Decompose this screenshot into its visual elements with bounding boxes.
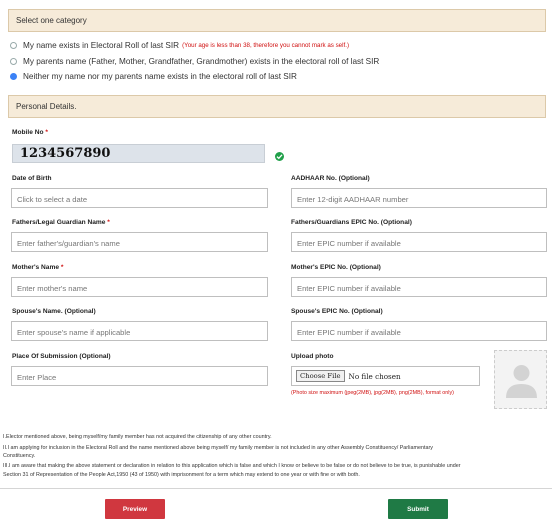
dob-input[interactable]: Click to select a date: [11, 188, 268, 208]
mother-label: Mother's Name *: [12, 264, 64, 271]
radio-button[interactable]: [10, 42, 17, 49]
photo-file-input[interactable]: [291, 366, 480, 386]
declaration-line-4: III.I am aware that making the above statement or declaration in relation to this application which is false and which I know or believe to be false or do not believe to be true, is punishable under: [3, 463, 461, 469]
submit-button[interactable]: Submit: [388, 499, 448, 519]
radio-option-neither[interactable]: [10, 72, 297, 81]
father-epic-input[interactable]: Enter EPIC number if available: [291, 232, 547, 252]
radio-button-selected[interactable]: [10, 73, 17, 80]
verified-check-icon: [275, 152, 284, 161]
photo-size-note: (Photo size maximum (jpeg(2MB), jpg(2MB), png(2MB), format only): [291, 390, 454, 396]
declaration-line-3: Constituency.: [3, 453, 36, 459]
father-label: Fathers/Legal Guardian Name *: [12, 219, 110, 226]
mother-input[interactable]: Enter mother's name: [11, 277, 268, 297]
mobile-label: Mobile No *: [12, 129, 48, 136]
photo-label: Upload photo: [291, 353, 334, 360]
radio-button[interactable]: [10, 58, 17, 65]
mother-epic-input[interactable]: Enter EPIC number if available: [291, 277, 547, 297]
radio-option-self[interactable]: [10, 41, 349, 50]
declaration-line-1: I.Elector mentioned above, being myself/my family member has not acquired the citizenship of any other country.: [3, 434, 272, 440]
preview-button[interactable]: Preview: [105, 499, 165, 519]
aadhaar-label: AADHAAR No. (Optional): [291, 175, 370, 182]
place-label: Place Of Submission (Optional): [12, 353, 111, 360]
father-input[interactable]: Enter father's/guardian's name: [11, 232, 268, 252]
radio-label: Neither my name nor my parents name exists in the electoral roll of last SIR: [23, 72, 297, 81]
category-header: Select one category: [8, 9, 546, 32]
mother-epic-label: Mother's EPIC No. (Optional): [291, 264, 381, 271]
aadhaar-input[interactable]: Enter 12-digit AADHAAR number: [291, 188, 547, 208]
radio-label: My name exists in Electoral Roll of last SIR: [23, 41, 180, 50]
age-warning-note: (Your age is less than 38, therefore you cannot mark as self.): [182, 42, 350, 49]
spouse-epic-label: Spouse's EPIC No. (Optional): [291, 308, 383, 315]
radio-label: My parents name (Father, Mother, Grandfather, Grandmother) exists in the electoral roll of last SIR: [23, 57, 380, 66]
choose-file-button[interactable]: Choose File: [296, 370, 345, 382]
spouse-epic-input[interactable]: Enter EPIC number if available: [291, 321, 547, 341]
photo-placeholder-icon: [494, 350, 547, 409]
place-input[interactable]: Enter Place: [11, 366, 268, 386]
file-status: No file chosen: [348, 371, 401, 381]
dob-label: Date of Birth: [12, 175, 52, 182]
divider: [0, 488, 552, 489]
spouse-input[interactable]: Enter spouse's name if applicable: [11, 321, 268, 341]
declaration-line-2: II.I am applying for inclusion in the Electoral Roll and the name mentioned above being myself/ my family member is not included in any other Assembly Constituency/ Parliamentary: [3, 445, 433, 451]
spouse-label: Spouse's Name. (Optional): [12, 308, 96, 315]
father-epic-label: Fathers/Guardians EPIC No. (Optional): [291, 219, 412, 226]
radio-option-parents[interactable]: [10, 57, 379, 66]
personal-details-header: Personal Details.: [8, 95, 546, 118]
mobile-field: 1234567890: [12, 144, 265, 163]
declaration-line-5: Section 31 of Representation of the People Act,1950 (43 of 1950) with imprisonment for a term which may extend to one year or with fine or with both.: [3, 472, 360, 478]
